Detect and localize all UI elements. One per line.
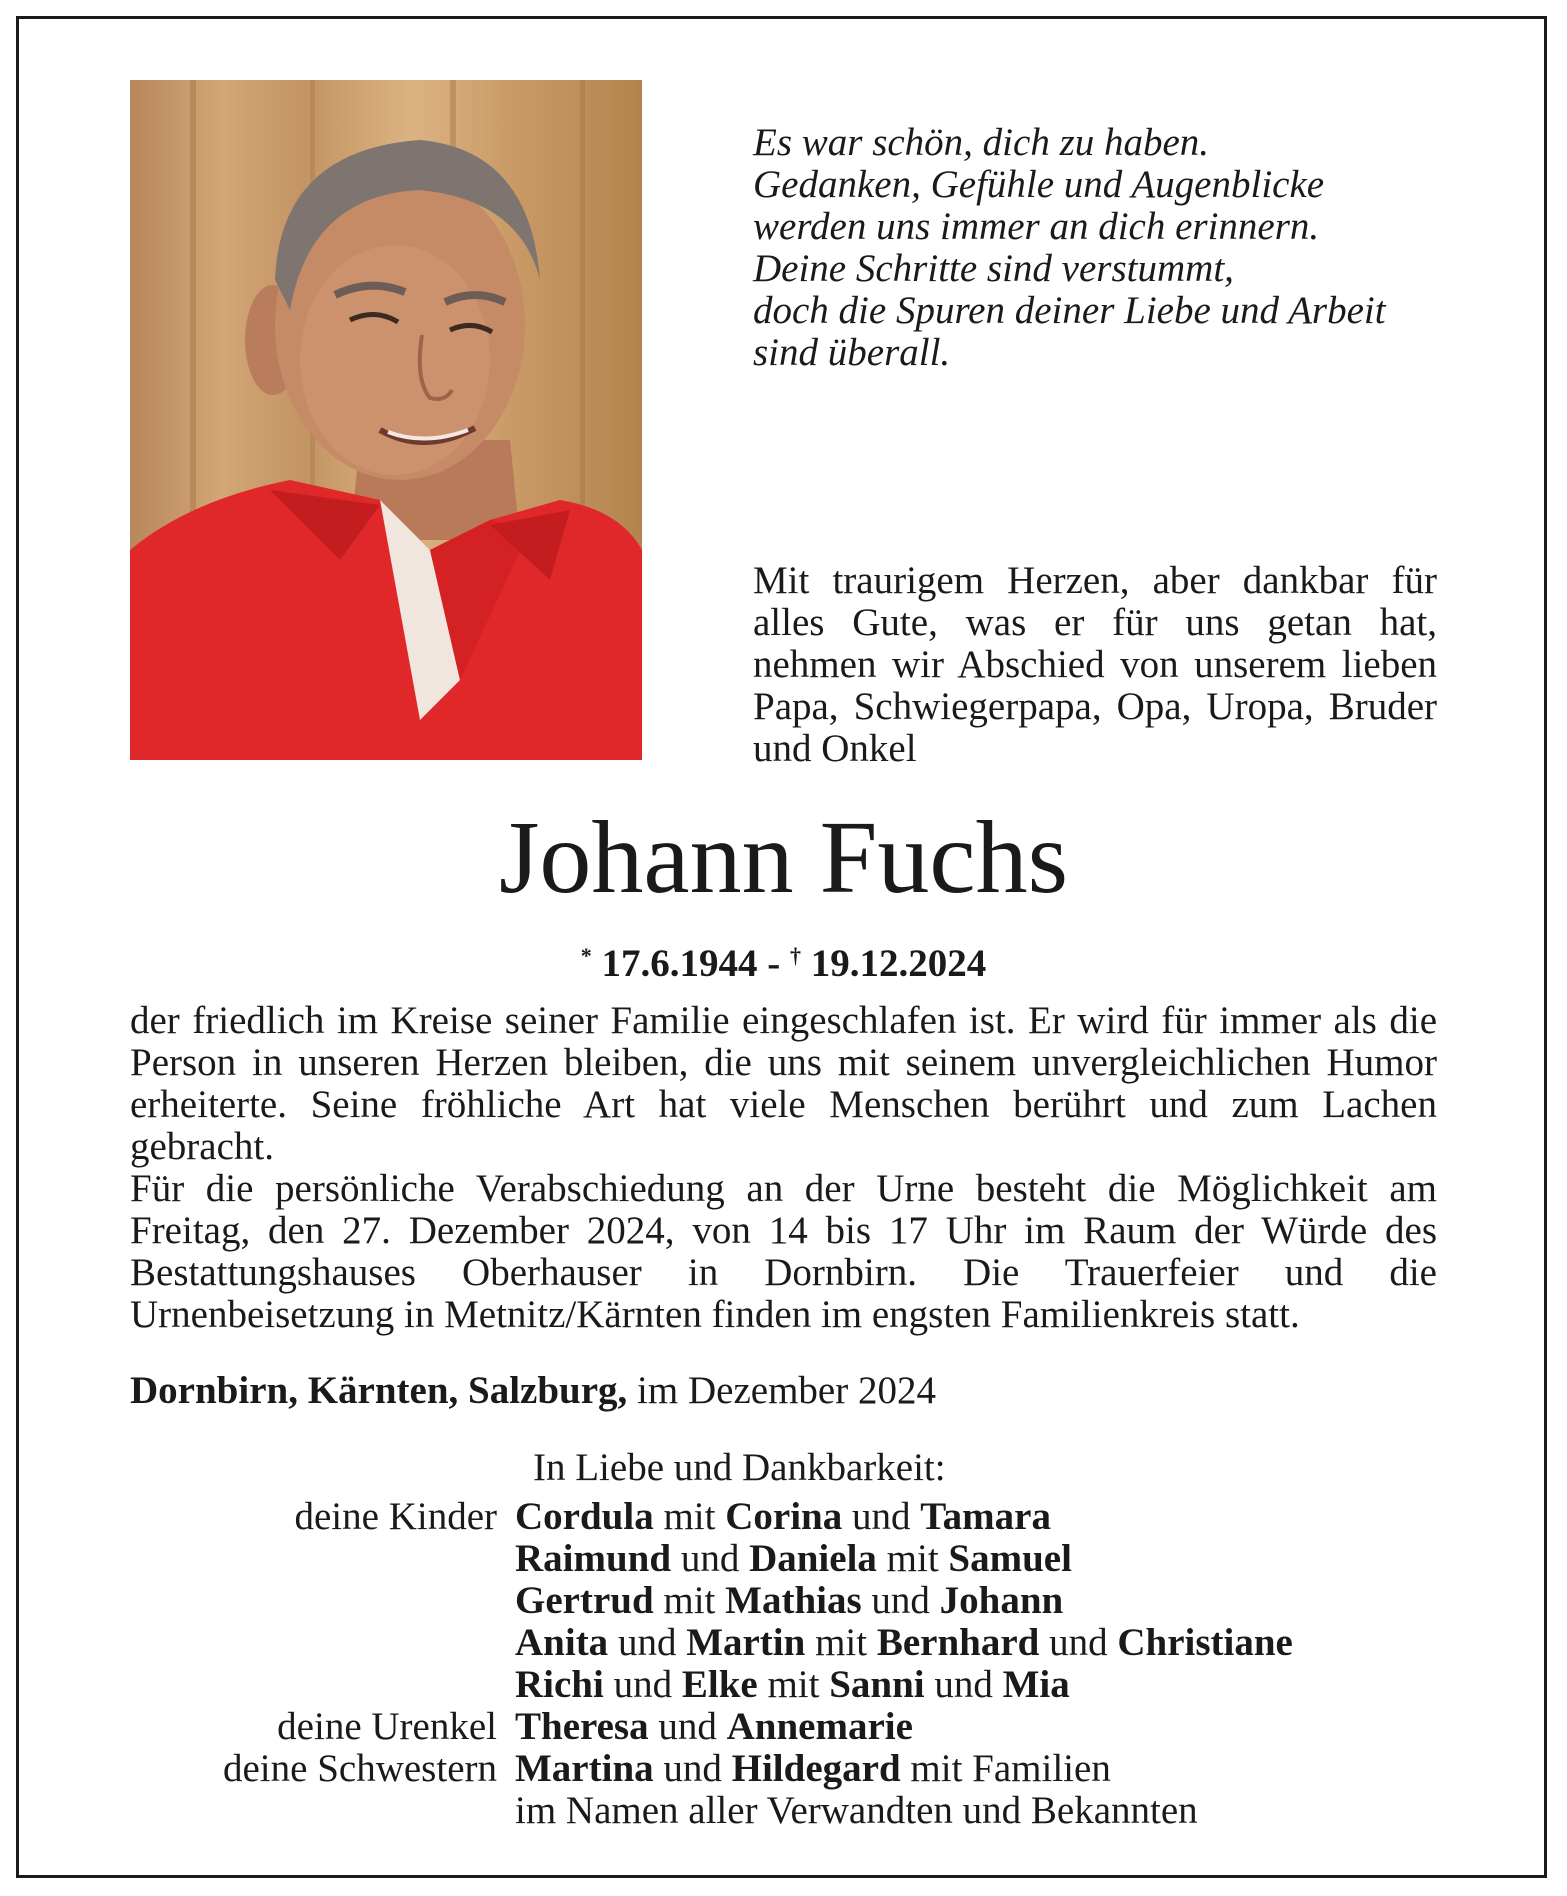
family-role: deine Schwestern	[223, 1747, 497, 1790]
family-role	[130, 1580, 515, 1622]
family-row	[130, 1748, 1437, 1790]
family-names	[515, 1664, 1070, 1706]
poem-line: werden uns immer an dich erinnern.	[753, 205, 1320, 248]
family-names	[515, 1538, 1072, 1580]
family-member-name: Hildegard	[731, 1747, 901, 1790]
family-role: deine Urenkel	[277, 1705, 497, 1748]
family-member-name: Theresa	[515, 1705, 649, 1748]
family-connector: im Namen aller Verwandten und Bekannten	[515, 1789, 1198, 1832]
poem-line: doch die Spuren deiner Liebe und Arbeit	[753, 289, 1386, 332]
poem-line: Deine Schritte sind verstummt,	[753, 247, 1234, 290]
life-dates	[0, 932, 1567, 988]
family-connector: und	[842, 1495, 921, 1538]
body-paragraph: der friedlich im Kreise seiner Familie eingeschlafen ist. Er wird für immer als die Person in unseren Herzen bleiben, die uns mit seinem unvergleichlichen Humor erheiterte. Seine fröhliche Art hat viele Menschen berührt und zum Lachen gebracht.	[130, 999, 1437, 1168]
place-locations: Dornbirn, Kärnten, Salzburg,	[130, 1369, 628, 1412]
place-date-line	[130, 1370, 1437, 1412]
poem-line: Gedanken, Gefühle und Augenblicke	[753, 163, 1325, 206]
death-date: 19.12.2024	[810, 942, 987, 985]
family-names	[515, 1496, 1051, 1538]
family-role	[130, 1664, 515, 1706]
date-separator: -	[767, 942, 781, 985]
family-row	[130, 1790, 1437, 1832]
death-symbol: †	[790, 943, 801, 968]
family-connector: mit	[653, 1579, 726, 1622]
family-member-name: Elke	[681, 1663, 758, 1706]
birth-symbol: *	[580, 943, 592, 968]
family-row	[130, 1664, 1437, 1706]
family-connector: und	[671, 1537, 750, 1580]
family-member-name: Annemarie	[726, 1705, 913, 1748]
family-row	[130, 1706, 1437, 1748]
family-member-name: Martina	[515, 1747, 654, 1790]
family-role	[130, 1538, 515, 1580]
family-connector: und	[608, 1621, 687, 1664]
family-member-name: Tamara	[920, 1495, 1051, 1538]
place-date: im Dezember 2024	[637, 1369, 936, 1412]
family-connector: und	[603, 1663, 682, 1706]
family-connector: mit	[876, 1537, 949, 1580]
family-connector: mit	[653, 1495, 726, 1538]
family-row	[130, 1538, 1437, 1580]
body-paragraph: Für die persönliche Verabschiedung an der Urne besteht die Möglichkeit am Freitag, den 27. Dezember 2024, von 14 bis 17 Uhr im Raum der Würde des Bestattungshauses Oberhauser in Dornbirn. Die Trauerfeier und die Urnenbeisetzung in Metnitz/Kärnten finden im engsten Familienkreis statt.	[130, 1167, 1437, 1336]
family-role	[130, 1790, 515, 1832]
family-member-name: Christiane	[1117, 1621, 1293, 1664]
family-member-name: Sanni	[829, 1663, 925, 1706]
family-names	[515, 1622, 1293, 1664]
poem-line: Es war schön, dich zu haben.	[753, 121, 1210, 164]
family-member-name: Martin	[686, 1621, 806, 1664]
family-member-name: Daniela	[749, 1537, 877, 1580]
family-member-name: Gertrud	[515, 1579, 654, 1622]
family-names	[515, 1706, 913, 1748]
family-connector: und	[648, 1705, 727, 1748]
family-member-name: Samuel	[948, 1537, 1072, 1580]
family-row	[130, 1622, 1437, 1664]
family-connector: und	[861, 1579, 940, 1622]
family-names	[515, 1748, 1111, 1790]
family-member-name: Richi	[515, 1663, 604, 1706]
intro-text: Mit traurigem Herzen, aber dankbar für alles Gute, was er für uns getan hat, nehmen wir Abschied von unserem lieben Papa, Schwiegerpapa, Opa, Uropa, Bruder und Onkel	[753, 559, 1437, 770]
family-connector: mit	[757, 1663, 830, 1706]
family-names	[515, 1790, 1198, 1832]
family-role	[130, 1622, 515, 1664]
family-member-name: Cordula	[515, 1495, 654, 1538]
family-row	[130, 1580, 1437, 1622]
poem-line: sind überall.	[753, 331, 951, 374]
family-member-name: Anita	[515, 1621, 609, 1664]
poem	[753, 122, 1453, 374]
family-member-name: Corina	[725, 1495, 843, 1538]
family-connector: und	[924, 1663, 1003, 1706]
deceased-name: Johann Fuchs	[498, 800, 1069, 915]
closing-phrase: In Liebe und Dankbarkeit:	[533, 1446, 946, 1489]
family-connector: und	[1039, 1621, 1118, 1664]
family-member-name: Mia	[1002, 1663, 1070, 1706]
family-list	[130, 1496, 1437, 1832]
family-role: deine Kinder	[294, 1495, 497, 1538]
family-names	[515, 1580, 1063, 1622]
family-connector: mit Familien	[900, 1747, 1111, 1790]
family-connector: und	[653, 1747, 732, 1790]
family-connector: mit	[805, 1621, 877, 1664]
family-member-name: Mathias	[725, 1579, 862, 1622]
body-text	[130, 1000, 1437, 1336]
portrait-photo	[130, 80, 642, 760]
family-member-name: Johann	[939, 1579, 1064, 1622]
family-row	[130, 1496, 1437, 1538]
birth-date: 17.6.1944	[601, 942, 758, 985]
family-member-name: Bernhard	[876, 1621, 1040, 1664]
family-member-name: Raimund	[515, 1537, 672, 1580]
